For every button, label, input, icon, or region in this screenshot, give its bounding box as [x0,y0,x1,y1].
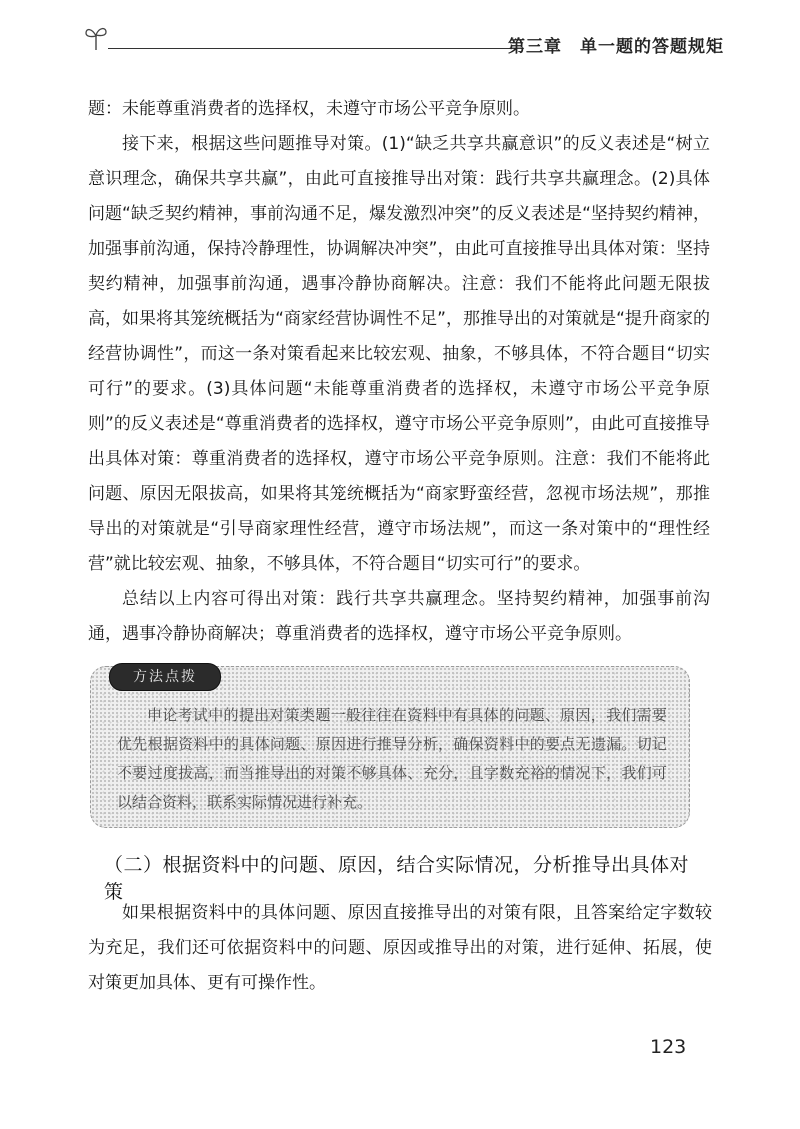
paragraph-summary: 总结以上内容可得出对策：践行共享共赢理念。坚持契约精神，加强事前沟通，遇事冷静协商解决；尊重消费者的选择权，遵守市场公平竞争原则。 [88,589,710,644]
paragraph-continued: 题：未能尊重消费者的选择权，未遵守市场公平竞争原则。 [88,99,530,119]
section-title: （二）根据资料中的问题、原因，结合实际情况，分析推导出具体对策 [104,854,690,903]
chapter-number: 第三章 [508,37,562,57]
body-text [88,92,710,652]
section-paragraph: 如果根据资料中的具体问题、原因直接推导出的对策有限，且答案给定字数较为充足，我们还可依据资料中的问题、原因或推导出的对策，进行延伸、拓展，使对策更加具体、更有可操作性。 [88,903,712,993]
tip-badge: 方法点拨 [109,663,221,691]
tip-text: 申论考试中的提出对策类题一般往往在资料中有具体的问题、原因，我们需要优先根据资料中的具体问题、原因进行推导分析，确保资料中的要点无遗漏。切记不要过度拔高，而当推导出的对策不够具体、充分，且字数充裕的情况下，我们可以结合资料，联系实际情况进行补充。 [117,706,667,811]
page-header [84,22,724,62]
chapter-heading [508,32,724,57]
sprout-icon [84,24,108,52]
page-number: 123 [650,1036,687,1058]
paragraph-derivation: 接下来，根据这些问题推导对策。(1)“缺乏共享共赢意识”的反义表述是“树立意识理念，确保共享共赢”，由此可直接推导出对策：践行共享共赢理念。(2)具体问题“缺乏契约精神，事前沟通不足，爆发激烈冲突”的反义表述是“坚持契约精神，加强事前沟通，保持冷静理性，协调解决冲突”，由此可直接推导出具体对策：坚持契约精神，加强事前沟通，遇事冷静协商解决。注意：我们不能将此问题无限拔高，如果将其笼统概括为“商家经营协调性不足”，那推导出的对策就是“提升商家的经营协调性”，而这一条对策看起来比较宏观、抽象，不够具体，不符合题目“切实可行”的要求。(3)具体问题“未能尊重消费者的选择权，未遵守市场公平竞争原则”的反义表述是“尊重消费者的选择权，遵守市场公平竞争原则”，由此可直接推导出具体对策：尊重消费者的选择权，遵守市场公平竞争原则。注意：我们不能将此问题、原因无限拔高，如果将其笼统概括为“商家野蛮经营，忽视市场法规”，那推导出的对策就是“引导商家理性经营，遵守市场法规”，而这一条对策中的“理性经营”就比较宏观、抽象，不够具体，不符合题目“切实可行”的要求。 [88,134,710,574]
tip-box [90,666,690,828]
chapter-title: 单一题的答题规矩 [580,37,724,57]
section-body [88,896,712,1001]
header-rule [108,48,512,49]
